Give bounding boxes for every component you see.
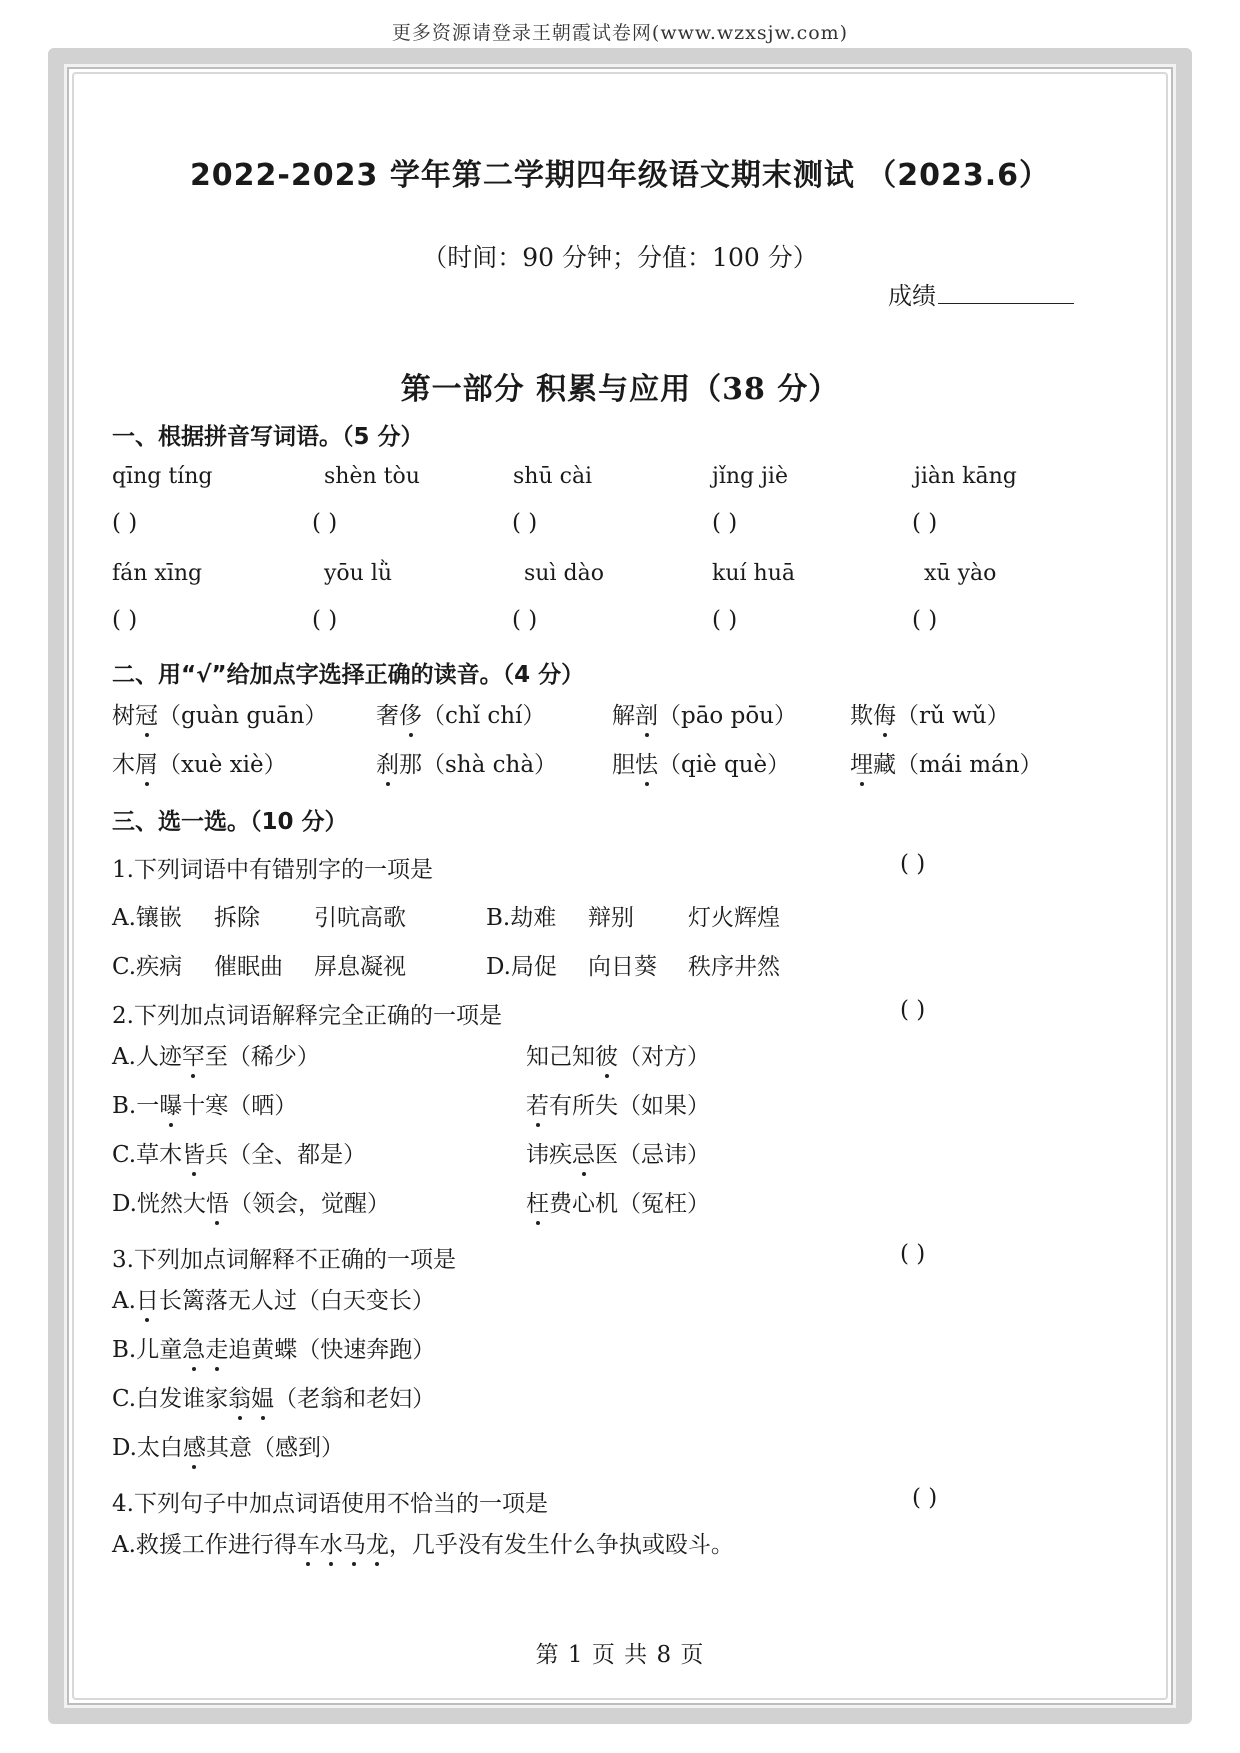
answer-blank[interactable]: ( ) [712, 607, 738, 633]
answer-blank[interactable]: ( ) [712, 510, 738, 536]
pinyin-item: qīng tíng [112, 464, 213, 489]
option-b: B.儿童急走追黄蝶（快速奔跑） [112, 1331, 435, 1364]
option-d: D.太白感其意（感到） [112, 1429, 344, 1462]
option-word: D.局促 [486, 954, 557, 980]
exam-subtitle: （时间：90 分钟；分值：100 分） [422, 243, 818, 272]
answer-blank[interactable]: ( ) [912, 510, 938, 536]
pinyin-item: fán xīng [112, 561, 203, 586]
dotted-char: 刹 [376, 746, 399, 779]
option-a: A.日长篱落无人过（白天变长） [112, 1282, 435, 1315]
answer-blank[interactable]: ( ) [312, 510, 338, 536]
pinyin-item: shū cài [513, 464, 593, 489]
section2-heading: 二、用“√”给加点字选择正确的读音。（4 分） [112, 662, 585, 688]
option-a-left: A.人迹罕至（稀少） [112, 1038, 320, 1071]
option-word: 催眠曲 [214, 954, 283, 980]
dotted-char: 怯 [635, 746, 658, 779]
option-word: 引吭高歌 [314, 905, 406, 931]
pinyin-item: suì dào [524, 561, 604, 586]
pinyin-item: xū yào [924, 561, 997, 586]
dotted-char: 彼 [595, 1038, 618, 1071]
question-3-answer-paren[interactable]: ( ) [900, 1241, 926, 1267]
pinyin-item: jiàn kāng [914, 464, 1017, 489]
dotted-char: 剖 [635, 697, 658, 730]
dotted-char: 若 [526, 1087, 549, 1120]
dotted-char: 日 [136, 1282, 159, 1315]
option-a-right: 知己知彼（对方） [526, 1038, 710, 1071]
pronunciation-item[interactable]: 奢侈（chǐ chí） [376, 697, 545, 730]
dotted-char: 水 [320, 1526, 343, 1559]
dotted-char: 感 [183, 1429, 206, 1462]
pronunciation-item[interactable]: 胆怯（qiè què） [612, 746, 790, 779]
pinyin-item: kuí huā [712, 561, 795, 586]
option-c-left: C.草木皆兵（全、都是） [112, 1136, 366, 1169]
page-footer: 第 1 页 共 8 页 [535, 1642, 705, 1668]
pronunciation-item[interactable]: 树冠（guàn guān） [112, 697, 327, 730]
dotted-char: 走 [205, 1331, 228, 1364]
question-1-stem: 1.下列词语中有错别字的一项是 [112, 857, 433, 883]
dotted-char: 忌 [572, 1136, 595, 1169]
answer-blank[interactable]: ( ) [112, 607, 138, 633]
dotted-char: 翁 [228, 1380, 251, 1413]
dotted-char: 马 [343, 1526, 366, 1559]
pronunciation-item[interactable]: 解剖（pāo pōu） [612, 697, 797, 730]
question-4-stem: 4.下列句子中加点词语使用不恰当的一项是 [112, 1491, 548, 1517]
section1-heading: 一、根据拼音写词语。（5 分） [112, 424, 424, 450]
score-blank-line [938, 303, 1074, 304]
dotted-char: 车 [297, 1526, 320, 1559]
part-title: 第一部分 积累与应用（38 分） [400, 372, 840, 407]
dotted-char: 枉 [526, 1185, 549, 1218]
watermark-text: 更多资源请登录王朝霞试卷网(www.wzxsjw.com) [391, 22, 849, 44]
option-word: 拆除 [214, 905, 260, 931]
answer-blank[interactable]: ( ) [512, 607, 538, 633]
option-b-left: B.一曝十寒（晒） [112, 1087, 297, 1120]
option-word: B.劫难 [486, 905, 557, 931]
option-word: 向日葵 [588, 954, 657, 980]
option-word: 秩序井然 [688, 954, 780, 980]
question-4-answer-paren[interactable]: ( ) [912, 1485, 938, 1511]
dotted-char: 悟 [206, 1185, 229, 1218]
option-word: 屏息凝视 [314, 954, 406, 980]
answer-blank[interactable]: ( ) [912, 607, 938, 633]
option-word: C.疾病 [112, 954, 183, 980]
option-d-right: 枉费心机（冤枉） [526, 1185, 710, 1218]
question-1-answer-paren[interactable]: ( ) [900, 851, 926, 877]
dotted-char: 皆 [182, 1136, 205, 1169]
dotted-char: 冠 [135, 697, 158, 730]
pronunciation-item[interactable]: 欺侮（rǔ wǔ） [850, 697, 1010, 730]
question-3-stem: 3.下列加点词解释不正确的一项是 [112, 1247, 456, 1273]
pronunciation-item[interactable]: 埋藏（mái mán） [850, 746, 1043, 779]
dotted-char: 媪 [251, 1380, 274, 1413]
dotted-char: 埋 [850, 746, 873, 779]
question-2-stem: 2.下列加点词语解释完全正确的一项是 [112, 1003, 502, 1029]
pinyin-item: jǐng jiè [712, 464, 788, 489]
option-c-right: 讳疾忌医（忌讳） [526, 1136, 710, 1169]
score-label: 成绩 [888, 282, 936, 310]
option-word: 灯火辉煌 [688, 905, 780, 931]
dotted-char: 侈 [399, 697, 422, 730]
dotted-char: 龙 [366, 1526, 389, 1559]
answer-blank[interactable]: ( ) [112, 510, 138, 536]
dotted-char: 屑 [135, 746, 158, 779]
option-b-right: 若有所失（如果） [526, 1087, 710, 1120]
option-word: A.镶嵌 [112, 905, 182, 931]
dotted-char: 侮 [873, 697, 896, 730]
question-2-answer-paren[interactable]: ( ) [900, 997, 926, 1023]
option-d-left: D.恍然大悟（领会，觉醒） [112, 1185, 390, 1218]
dotted-char: 急 [182, 1331, 205, 1364]
pinyin-item: yōu lǜ [324, 561, 393, 586]
answer-blank[interactable]: ( ) [312, 607, 338, 633]
question-4-option-a: A.救援工作进行得车水马龙，几乎没有发生什么争执或殴斗。 [112, 1526, 734, 1559]
pronunciation-item[interactable]: 木屑（xuè xiè） [112, 746, 287, 779]
pinyin-item: shèn tòu [324, 464, 420, 489]
option-word: 辩别 [588, 905, 634, 931]
dotted-char: 罕 [182, 1038, 205, 1071]
answer-blank[interactable]: ( ) [512, 510, 538, 536]
option-c: C.白发谁家翁媪（老翁和老妇） [112, 1380, 435, 1413]
exam-title: 2022-2023 学年第二学期四年级语文期末测试 （2023.6） [189, 158, 1051, 193]
pronunciation-item[interactable]: 刹那（shà chà） [376, 746, 557, 779]
section3-heading: 三、选一选。（10 分） [112, 809, 348, 835]
dotted-char: 曝 [159, 1087, 182, 1120]
